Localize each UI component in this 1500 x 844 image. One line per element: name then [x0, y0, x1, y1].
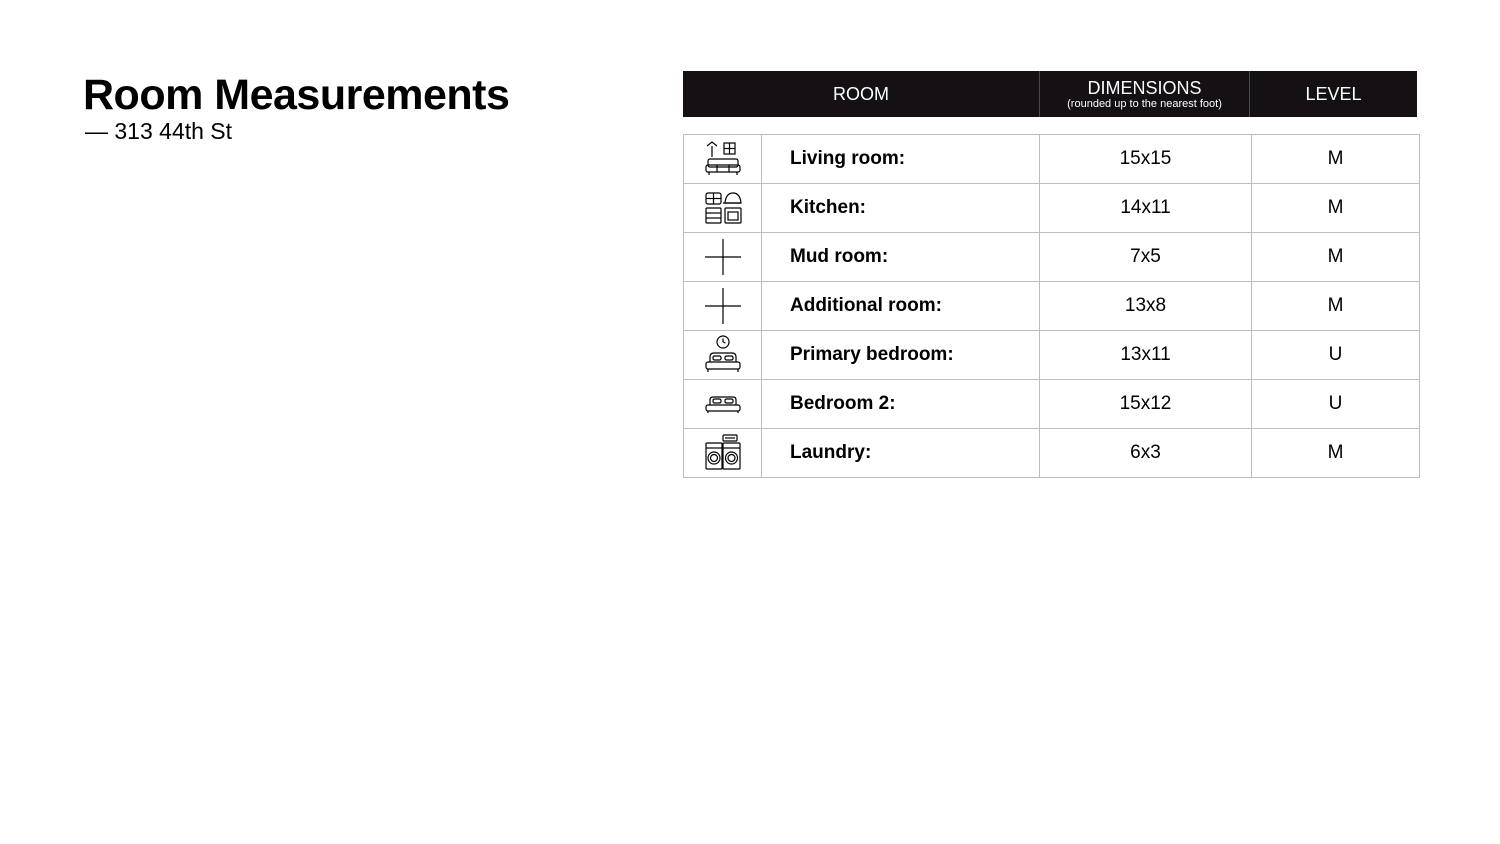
room-level: M	[1252, 282, 1420, 331]
laundry-icon	[703, 433, 743, 473]
room-dimensions: 15x15	[1040, 135, 1252, 184]
header-dimensions-label: DIMENSIONS	[1087, 77, 1202, 98]
room-name: Living room:	[762, 135, 1040, 184]
room-level: U	[1252, 380, 1420, 429]
room-dimensions: 13x11	[1040, 331, 1252, 380]
room-name: Primary bedroom:	[762, 331, 1040, 380]
plus-icon	[703, 237, 743, 277]
room-dimensions: 15x12	[1040, 380, 1252, 429]
header-room-label: ROOM	[833, 84, 889, 104]
table-row	[684, 135, 1420, 184]
room-name: Bedroom 2:	[762, 380, 1040, 429]
room-table	[683, 134, 1420, 478]
room-level: U	[1252, 331, 1420, 380]
living-room-icon	[703, 139, 743, 179]
room-level: M	[1252, 135, 1420, 184]
table-row	[684, 380, 1420, 429]
room-name: Kitchen:	[762, 184, 1040, 233]
table-row	[684, 331, 1420, 380]
room-level: M	[1252, 429, 1420, 478]
table-row	[684, 233, 1420, 282]
bed-icon	[703, 384, 743, 424]
header-dimensions-note: (rounded up to the nearest foot)	[1067, 97, 1222, 110]
kitchen-icon	[703, 188, 743, 228]
plus-icon	[703, 286, 743, 326]
table-row	[684, 282, 1420, 331]
table-row	[684, 429, 1420, 478]
page-subtitle: — 313 44th St	[85, 118, 233, 144]
room-dimensions: 13x8	[1040, 282, 1252, 331]
room-name: Mud room:	[762, 233, 1040, 282]
table-header	[683, 71, 1417, 117]
room-name: Additional room:	[762, 282, 1040, 331]
room-level: M	[1252, 233, 1420, 282]
room-level: M	[1252, 184, 1420, 233]
page-title: Room Measurements	[83, 71, 510, 119]
room-dimensions: 6x3	[1040, 429, 1252, 478]
room-dimensions: 7x5	[1040, 233, 1252, 282]
room-name: Laundry:	[762, 429, 1040, 478]
header-room	[683, 71, 1040, 117]
header-level-label: LEVEL	[1305, 84, 1362, 104]
header-level	[1250, 71, 1417, 117]
table-row	[684, 184, 1420, 233]
header-dimensions	[1040, 71, 1250, 117]
room-dimensions: 14x11	[1040, 184, 1252, 233]
bedroom-clock-icon	[703, 335, 743, 375]
